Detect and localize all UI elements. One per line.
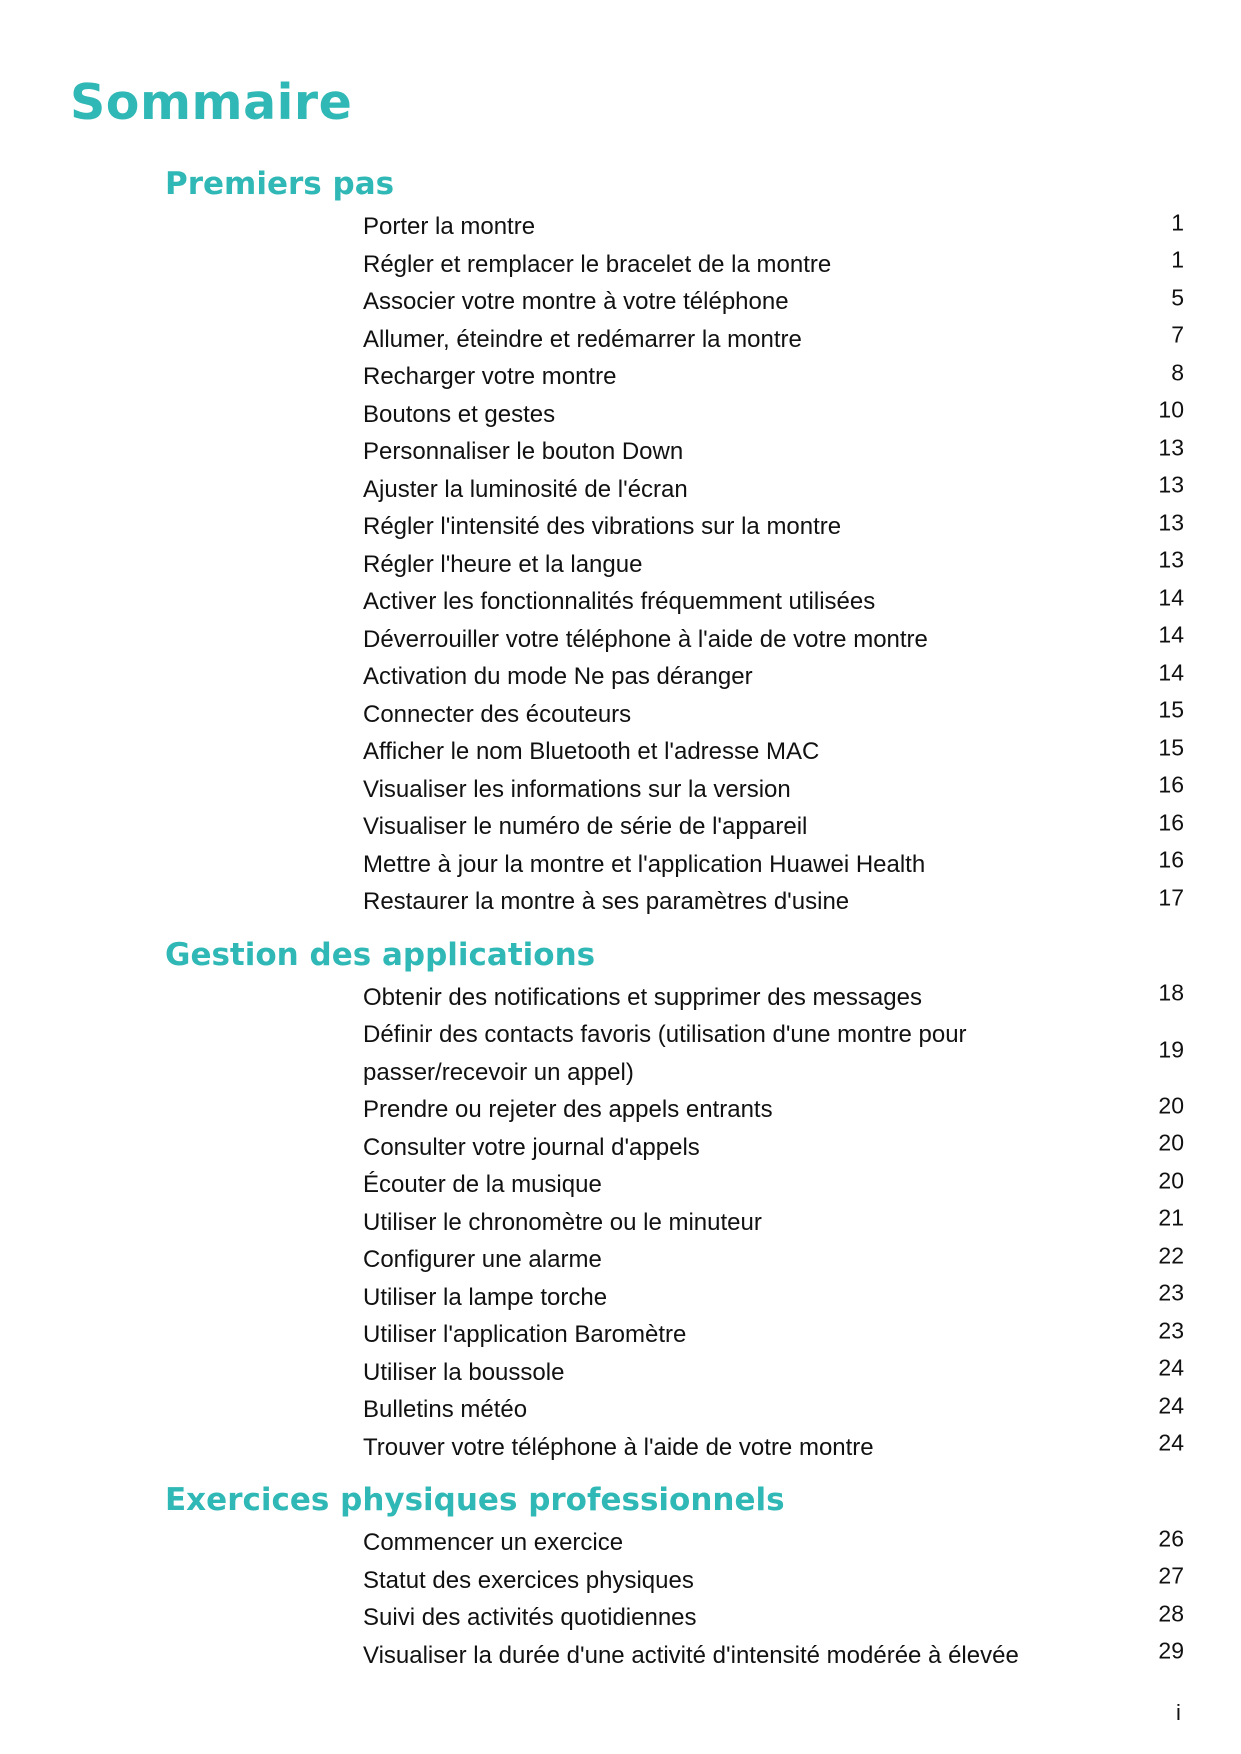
entry-page-number: 15: [1158, 696, 1184, 723]
toc-entry[interactable]: [0, 1354, 1184, 1392]
toc-entry[interactable]: [0, 1524, 1184, 1562]
toc-section-premiers-pas: [0, 160, 1241, 921]
toc-entry[interactable]: [0, 508, 1184, 546]
entry-page-number: 24: [1158, 1429, 1184, 1456]
entry-title: Définir des contacts favoris (utilisation d'une montre pour passer/recevoir un appel): [363, 1021, 967, 1086]
toc-entry[interactable]: [0, 979, 1184, 1017]
entry-page-number: 15: [1158, 734, 1184, 761]
entry-title: Visualiser les informations sur la version: [363, 775, 791, 803]
entry-page-number: 1: [1171, 209, 1184, 236]
toc-entry[interactable]: [0, 546, 1184, 584]
toc-entry[interactable]: [0, 771, 1184, 809]
entry-title: Utiliser le chronomètre ou le minuteur: [363, 1208, 762, 1236]
entry-page-number: 8: [1171, 359, 1184, 386]
toc-entry[interactable]: [0, 471, 1184, 509]
entry-page-number: 13: [1158, 546, 1184, 573]
entry-title: Visualiser le numéro de série de l'appareil: [363, 813, 808, 840]
toc-entry[interactable]: [0, 733, 1184, 771]
entry-page-number: 27: [1158, 1562, 1184, 1589]
toc-section-gestion-des-applications: [0, 931, 1241, 1467]
entry-title: Bulletins météo: [363, 1396, 528, 1423]
toc-entry[interactable]: [0, 883, 1184, 921]
entry-title: Statut des exercices physiques: [363, 1566, 694, 1594]
entry-title: Recharger votre montre: [363, 363, 617, 390]
entry-title: Associer votre montre à votre téléphone: [363, 288, 789, 315]
toc-entry[interactable]: [0, 808, 1184, 846]
entry-title: Connecter des écouteurs: [363, 700, 632, 728]
entry-title: Allumer, éteindre et redémarrer la montre: [363, 325, 802, 353]
entry-title: Prendre ou rejeter des appels entrants: [363, 1096, 773, 1123]
toc-entry[interactable]: [0, 1562, 1184, 1600]
entry-page-number: 20: [1158, 1167, 1184, 1194]
table-of-contents: [0, 160, 1241, 1674]
entry-page-number: 13: [1158, 434, 1184, 461]
toc-entry[interactable]: [0, 1016, 1184, 1091]
entry-list: [0, 208, 1241, 921]
toc-entry[interactable]: [0, 358, 1184, 396]
toc-entry[interactable]: [0, 246, 1184, 284]
toc-entry[interactable]: [0, 1204, 1184, 1242]
entry-page-number: 23: [1158, 1279, 1184, 1306]
entry-title: Restaurer la montre à ses paramètres d'usine: [363, 888, 850, 915]
entry-page-number: 7: [1171, 321, 1184, 348]
toc-entry[interactable]: [0, 658, 1184, 696]
toc-entry[interactable]: [0, 1429, 1184, 1467]
entry-page-number: 10: [1158, 396, 1184, 423]
entry-title: Écouter de la musique: [363, 1171, 602, 1198]
toc-entry[interactable]: [0, 1279, 1184, 1317]
entry-page-number: 16: [1158, 771, 1184, 798]
toc-entry[interactable]: [0, 1599, 1184, 1637]
section-heading: Premiers pas: [165, 166, 395, 202]
toc-entry[interactable]: [0, 208, 1184, 246]
entry-page-number: 29: [1158, 1637, 1184, 1664]
entry-page-number: 18: [1158, 979, 1184, 1006]
entry-page-number: 23: [1158, 1317, 1184, 1344]
toc-entry[interactable]: [0, 1166, 1184, 1204]
page-title: Sommaire: [70, 74, 353, 131]
entry-title: Activer les fonctionnalités fréquemment utilisées: [363, 588, 876, 615]
toc-entry[interactable]: [0, 283, 1184, 321]
section-heading: Exercices physiques professionnels: [165, 1482, 785, 1518]
entry-title: Utiliser la boussole: [363, 1358, 565, 1386]
toc-entry[interactable]: [0, 1129, 1184, 1167]
toc-entry[interactable]: [0, 1316, 1184, 1354]
toc-entry[interactable]: [0, 433, 1184, 471]
entry-page-number: 21: [1158, 1204, 1184, 1231]
entry-title: Boutons et gestes: [363, 400, 556, 428]
entry-page-number: 19: [1158, 1036, 1184, 1062]
entry-title: Consulter votre journal d'appels: [363, 1133, 700, 1161]
entry-page-number: 13: [1158, 471, 1184, 498]
entry-page-number: 26: [1158, 1525, 1184, 1552]
entry-page-number: 24: [1158, 1354, 1184, 1381]
entry-page-number: 14: [1158, 584, 1184, 611]
toc-entry[interactable]: [0, 1091, 1184, 1129]
toc-entry[interactable]: [0, 621, 1184, 659]
entry-title: Configurer une alarme: [363, 1246, 602, 1273]
entry-title: Régler et remplacer le bracelet de la montre: [363, 250, 832, 278]
entry-page-number: 16: [1158, 809, 1184, 836]
toc-entry[interactable]: [0, 696, 1184, 734]
entry-page-number: 17: [1158, 884, 1184, 911]
entry-title: Commencer un exercice: [363, 1529, 624, 1556]
toc-entry[interactable]: [0, 321, 1184, 359]
toc-entry[interactable]: [0, 1241, 1184, 1279]
entry-title: Visualiser la durée d'une activité d'intensité modérée à élevée: [363, 1641, 1019, 1669]
footer-page-number: i: [1176, 1700, 1181, 1725]
toc-entry[interactable]: [0, 1637, 1184, 1675]
entry-page-number: 24: [1158, 1392, 1184, 1419]
entry-page-number: 20: [1158, 1092, 1184, 1119]
entry-page-number: 1: [1171, 246, 1184, 273]
entry-page-number: 28: [1158, 1600, 1184, 1627]
entry-title: Activation du mode Ne pas déranger: [363, 663, 753, 690]
toc-entry[interactable]: [0, 396, 1184, 434]
entry-page-number: 22: [1158, 1242, 1184, 1269]
entry-page-number: 16: [1158, 846, 1184, 873]
entry-page-number: 14: [1158, 621, 1184, 648]
entry-title: Personnaliser le bouton Down: [363, 438, 684, 465]
entry-title: Mettre à jour la montre et l'application Huawei Health: [363, 850, 926, 878]
section-heading: Gestion des applications: [165, 936, 596, 973]
entry-page-number: 20: [1158, 1129, 1184, 1156]
entry-title: Utiliser la lampe torche: [363, 1283, 608, 1311]
entry-title: Déverrouiller votre téléphone à l'aide de votre montre: [363, 625, 928, 653]
toc-section-exercices-physiques: [0, 1476, 1241, 1674]
toc-entry[interactable]: [0, 846, 1184, 884]
entry-list: [0, 1524, 1241, 1674]
entry-page-number: 13: [1158, 509, 1184, 536]
entry-title: Ajuster la luminosité de l'écran: [363, 475, 688, 503]
toc-entry[interactable]: [0, 1391, 1184, 1429]
entry-title: Utiliser l'application Baromètre: [363, 1321, 687, 1348]
entry-page-number: 14: [1158, 659, 1184, 686]
entry-page-number: 5: [1171, 284, 1184, 311]
entry-list: [0, 979, 1241, 1467]
entry-title: Suivi des activités quotidiennes: [363, 1604, 697, 1631]
toc-entry[interactable]: [0, 583, 1184, 621]
entry-title: Obtenir des notifications et supprimer des messages: [363, 983, 922, 1011]
entry-title: Régler l'intensité des vibrations sur la montre: [363, 513, 842, 540]
entry-title: Porter la montre: [363, 213, 536, 240]
entry-title: Régler l'heure et la langue: [363, 550, 643, 578]
entry-title: Afficher le nom Bluetooth et l'adresse MAC: [363, 738, 820, 765]
entry-title: Trouver votre téléphone à l'aide de votre montre: [363, 1433, 874, 1461]
